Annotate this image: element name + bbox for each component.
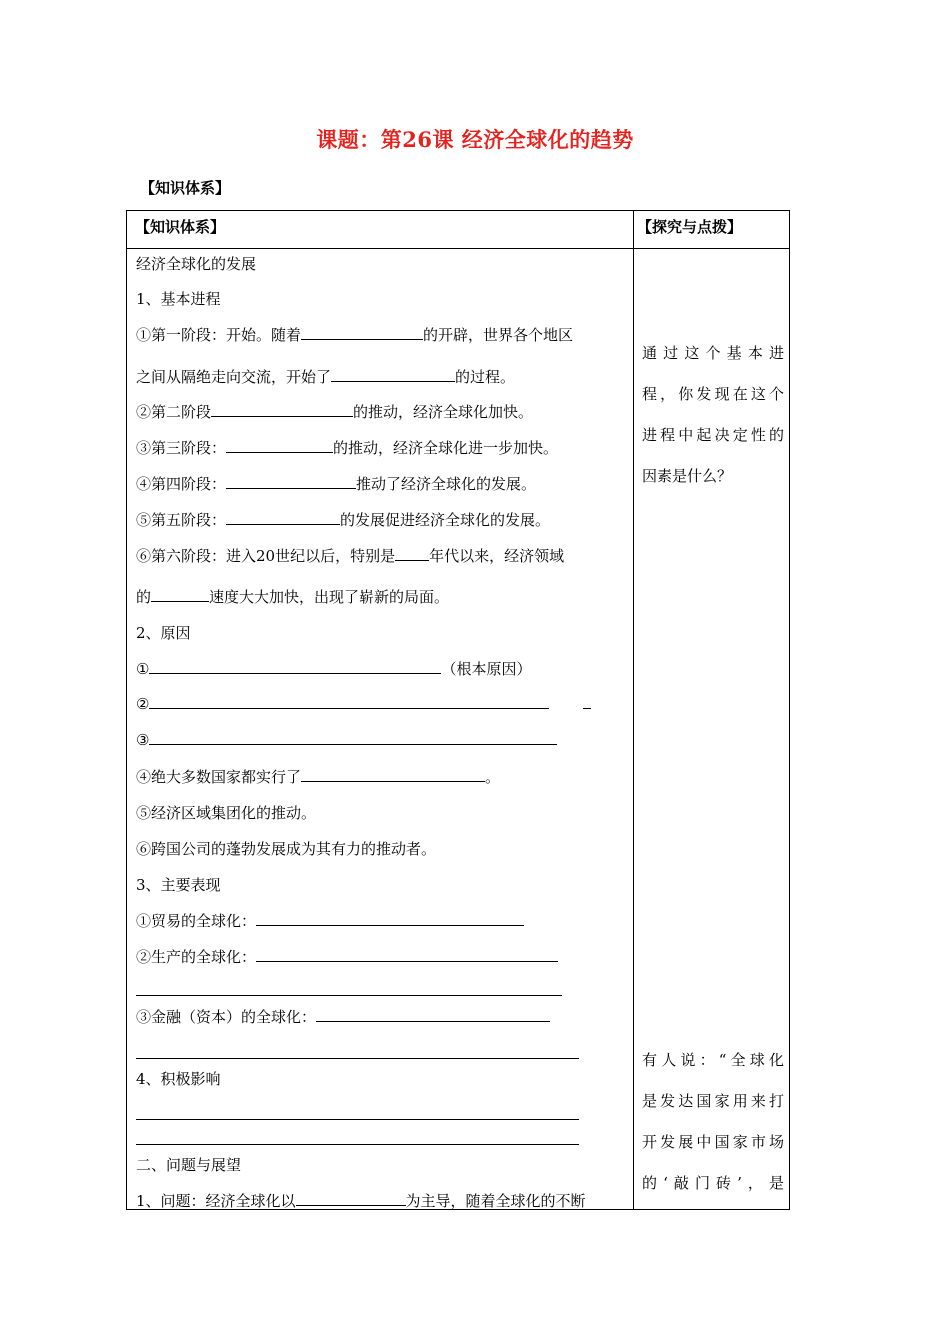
- question-1-line-1: 通过这个基本进: [642, 344, 784, 362]
- answer-line[interactable]: [136, 1144, 579, 1145]
- trade-globalization-line: [136, 910, 524, 931]
- inquiry-question-1: [642, 333, 784, 497]
- reason-4-line: [136, 766, 500, 787]
- reason-5-line: ⑤经济区域集团化的推动。: [136, 804, 317, 822]
- reason-2-marker: ②: [136, 695, 150, 713]
- stage-2-text-b: 的推动，经济全球化加快。: [353, 403, 534, 421]
- subheading-positive-effects: 4、积极影响: [136, 1070, 221, 1088]
- answer-line[interactable]: [136, 1119, 579, 1120]
- stage-5-text-b: 的发展促进经济全球化的发展。: [340, 511, 551, 529]
- question-2-line-2: 是发达国家用来打: [642, 1092, 784, 1110]
- inquiry-question-2: [642, 1040, 784, 1204]
- reason-3-marker: ③: [136, 731, 150, 749]
- right-column-header: 【探究与点拨】: [637, 218, 743, 236]
- fill-blank[interactable]: [256, 947, 558, 962]
- fill-blank[interactable]: [226, 438, 333, 453]
- stage-1-line: [136, 324, 573, 345]
- stage-6-line: [136, 545, 564, 566]
- question-2-line-1: 有人说：“全球化: [642, 1051, 784, 1069]
- reason-1-line: [136, 658, 531, 679]
- answer-line[interactable]: [136, 1058, 579, 1059]
- header-divider: [127, 248, 789, 249]
- stage-6-line-2: [136, 586, 449, 607]
- fill-blank[interactable]: [316, 1007, 550, 1022]
- stage-3-line: [136, 437, 558, 458]
- reason-6-line: ⑥跨国公司的蓬勃发展成为其有力的推动者。: [136, 840, 437, 858]
- reason-1-marker: ①: [136, 660, 150, 678]
- section-heading: 【知识体系】: [140, 179, 231, 197]
- subheading-development: 经济全球化的发展: [136, 255, 257, 273]
- finance-globalization-line: [136, 1006, 550, 1027]
- fill-blank[interactable]: [256, 911, 524, 926]
- stage-1-text-b: 的开辟，世界各个地区: [423, 326, 574, 344]
- answer-line[interactable]: [136, 995, 562, 996]
- stage-3-text-b: 的推动，经济全球化进一步加快。: [333, 439, 559, 457]
- stage-6-text-d: 速度大大加快，出现了崭新的局面。: [209, 588, 450, 606]
- reason-1-note: （根本原因）: [441, 660, 532, 678]
- subheading-reasons: 2、原因: [136, 624, 191, 642]
- stage-3-text-a: ③第三阶段：: [136, 439, 227, 457]
- trade-globalization-label: ①贸易的全球化：: [136, 912, 257, 930]
- fill-blank[interactable]: [301, 325, 423, 340]
- problem-text-a: 1、问题：经济全球化以: [136, 1192, 296, 1210]
- production-globalization-line: [136, 946, 558, 967]
- stage-4-text-b: 推动了经济全球化的发展。: [356, 475, 537, 493]
- stage-1-text-d: 的过程。: [455, 368, 516, 386]
- column-divider: [633, 211, 634, 1209]
- stage-4-line: [136, 473, 536, 494]
- stage-2-line: [136, 401, 533, 422]
- stage-6-text-a: ⑥第六阶段：进入20世纪以后，特别是: [136, 547, 396, 565]
- subheading-basic-process: 1、基本进程: [136, 290, 221, 308]
- stage-6-text-b: 年代以来，经济领域: [429, 547, 565, 565]
- stage-5-line: [136, 509, 550, 530]
- problem-line: [136, 1190, 586, 1211]
- question-1-line-3: 进程中起决定性的: [642, 426, 784, 444]
- fill-blank[interactable]: [211, 402, 353, 417]
- fill-blank[interactable]: [149, 730, 557, 745]
- reason-3-line: [136, 730, 557, 749]
- stage-2-text-a: ②第二阶段: [136, 403, 212, 421]
- reason-4-text-b: 。: [485, 768, 501, 786]
- problem-text-b: 为主导，随着全球化的不断: [405, 1192, 586, 1210]
- production-globalization-label: ②生产的全球化：: [136, 948, 257, 966]
- question-1-line-4: 因素是什么？: [642, 467, 733, 485]
- stage-1-text-a: ①第一阶段：开始。随着: [136, 326, 302, 344]
- subheading-problems-outlook: 二、问题与展望: [136, 1156, 242, 1174]
- fill-blank[interactable]: [301, 767, 485, 782]
- question-2-line-4: 的‘敲门砖’，是: [642, 1174, 784, 1192]
- subheading-manifestations: 3、主要表现: [136, 876, 221, 894]
- fill-blank[interactable]: [296, 1191, 406, 1206]
- fill-blank-short[interactable]: [583, 694, 591, 709]
- stage-6-text-c: 的: [136, 588, 152, 606]
- stage-1-line-2: [136, 366, 515, 387]
- reason-4-text-a: ④绝大多数国家都实行了: [136, 768, 302, 786]
- fill-blank[interactable]: [226, 474, 356, 489]
- fill-blank[interactable]: [226, 510, 340, 525]
- fill-blank[interactable]: [395, 546, 429, 561]
- question-1-line-2: 程，你发现在这个: [642, 385, 784, 403]
- finance-globalization-label: ③金融（资本）的全球化：: [136, 1008, 317, 1026]
- page-title: 课题：第26课 经济全球化的趋势: [316, 127, 634, 152]
- fill-blank[interactable]: [151, 587, 209, 602]
- stage-1-text-c: 之间从隔绝走向交流，开始了: [136, 368, 332, 386]
- left-column-header: 【知识体系】: [135, 218, 226, 236]
- stage-4-text-a: ④第四阶段：: [136, 475, 227, 493]
- reason-2-line: [136, 694, 591, 713]
- fill-blank[interactable]: [149, 694, 549, 709]
- fill-blank[interactable]: [331, 367, 455, 382]
- question-2-line-3: 开发展中国家市场: [642, 1133, 784, 1151]
- fill-blank[interactable]: [149, 659, 441, 674]
- stage-5-text-a: ⑤第五阶段：: [136, 511, 227, 529]
